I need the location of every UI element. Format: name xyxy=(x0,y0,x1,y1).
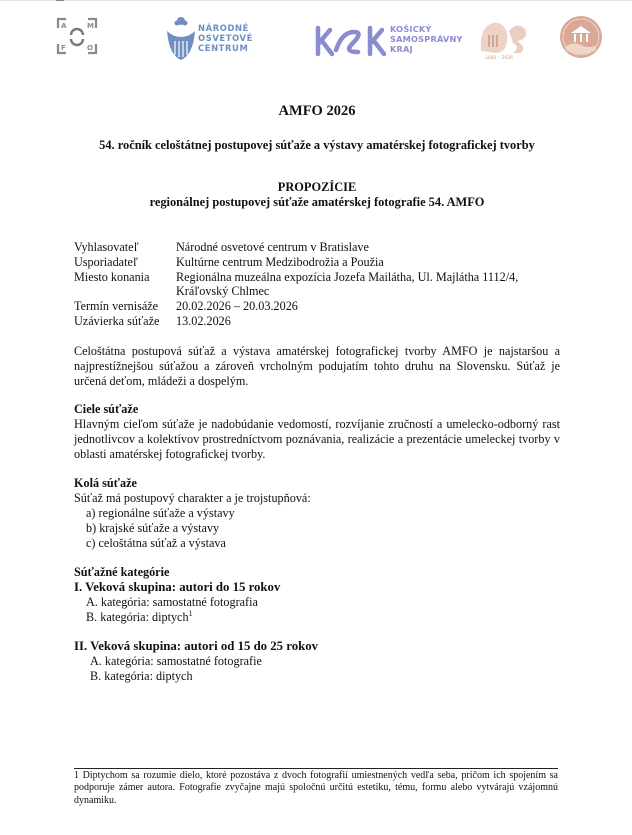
ksk-line-2: SAMOSPRÁVNY xyxy=(390,34,463,44)
ksk-line-3: KRAJ xyxy=(390,44,413,54)
info-value: Národné osvetové centrum v Bratislave xyxy=(176,240,369,254)
info-value: Kráľovský Chlmec xyxy=(176,284,270,299)
ksk-line-1: KOŠICKÝ xyxy=(390,24,432,34)
info-row-uzavierka xyxy=(74,314,560,329)
group-2-section xyxy=(74,639,560,684)
info-value: Kultúrne centrum Medzibodrožia a Použia xyxy=(176,254,384,269)
propozicie-subheading: regionálnej postupovej súťaže amatérskej fotografie 54. AMFO xyxy=(149,195,485,209)
svg-text:A: A xyxy=(61,22,67,30)
anniversary-emblem-icon xyxy=(477,17,532,60)
noc-logo-text xyxy=(198,23,253,53)
document-subtitle: 54. ročník celoštátnej postupovej súťaže a výstavy amatérskej fotografickej tvorby xyxy=(99,138,535,152)
info-row-miesto xyxy=(74,270,560,285)
group-2-item: B. kategória: diptych xyxy=(90,669,193,683)
svg-text:2002 – 2026: 2002 – 2026 xyxy=(485,56,514,60)
info-label: Termín vernisáže xyxy=(74,299,159,314)
svg-text:O: O xyxy=(87,44,93,52)
tulip-icon xyxy=(165,15,197,61)
museum-logo xyxy=(559,15,603,59)
ksk-mark-icon xyxy=(314,22,386,58)
footnote-ref[interactable]: 1 xyxy=(188,609,193,618)
info-value: 20.02.2026 – 20.03.2026 xyxy=(176,299,298,314)
noc-line-2: OSVETOVÉ xyxy=(198,33,253,43)
info-label: Miesto konania xyxy=(74,269,150,284)
noc-line-1: NÁRODNÉ xyxy=(198,23,249,33)
group-1-item: A. kategória: samostatné fotografia xyxy=(86,595,258,609)
info-label: Vyhlasovateľ xyxy=(74,240,139,254)
info-row-usporiadatel xyxy=(74,255,560,270)
ciele-paragraph: Hlavným cieľom súťaže je nadobúdanie vedomostí, rozvíjanie zručností a umelecko-odborný rast jednotlivcov a kolektívov prostredníctvom poznávania, realizácie a prezentácie umeleckej tvorby v oblasti amatérskej fotografickej tvorby. xyxy=(74,417,560,461)
footnote-divider xyxy=(74,768,558,769)
group-2-item: A. kategória: samostatné fotografie xyxy=(90,654,262,668)
museum-emblem-icon xyxy=(559,15,603,59)
ksk-logo-text xyxy=(390,24,463,54)
info-value: Regionálna muzeálna expozícia Jozefa Mailátha, Ul. Majlátha 1112/4, xyxy=(176,269,519,284)
noc-logo xyxy=(165,15,265,61)
info-label xyxy=(74,284,176,299)
kola-heading: Kolá súťaže xyxy=(74,476,137,490)
group-1-title: I. Veková skupina: autori do 15 rokov xyxy=(74,580,281,594)
footnote-text: 1 Diptychom sa rozumie dielo, ktoré pozostáva z dvoch fotografií umiestnených vedľa seba, pričom ich spojením sa podporuje zámer autora. Fotografie zvyčajne majú spoločnú určitú estetiku, tému, formu alebo vytvárajú vzájomnú dynamiku. xyxy=(74,770,558,806)
ksk-logo xyxy=(314,22,464,62)
info-table xyxy=(74,240,560,329)
group-1-item-text: B. kategória: diptych xyxy=(86,610,189,624)
noc-line-3: CENTRUM xyxy=(198,43,249,53)
amfo-logo xyxy=(56,16,98,56)
document-title: AMFO 2026 xyxy=(278,103,356,119)
group-1-item xyxy=(74,610,560,625)
kola-item: c) celoštátna súťaž a výstava xyxy=(86,536,226,550)
kola-item: b) krajské súťaže a výstavy xyxy=(86,521,220,535)
anniversary-logo xyxy=(477,17,532,60)
svg-text:F: F xyxy=(61,44,66,52)
kola-section xyxy=(74,491,560,551)
svg-text:M: M xyxy=(87,22,94,30)
info-label: Uzávierka súťaže xyxy=(74,313,160,328)
info-row-miesto-cont xyxy=(74,284,560,299)
kategorie-heading: Súťažné kategórie xyxy=(74,565,170,579)
info-row-vyhlasovatel xyxy=(74,240,560,255)
intro-paragraph: Celoštátna postupová súťaž a výstava amatérskej fotografickej tvorby AMFO je najstaršou a najprestížnejšou súťažou a zároveň vrcholným podujatím tohto druhu na Slovensku. Súťaž je určená deťom, mládeži a dospelým. xyxy=(74,344,560,388)
info-label: Usporiadateľ xyxy=(74,254,138,269)
info-value: 13.02.2026 xyxy=(176,313,231,328)
amfo-logo-icon xyxy=(56,16,98,56)
group-2-title: II. Veková skupina: autori od 15 do 25 rokov xyxy=(74,639,319,653)
kola-item: a) regionálne súťaže a výstavy xyxy=(86,506,235,520)
ciele-heading: Ciele súťaže xyxy=(74,402,139,416)
propozicie-heading: PROPOZÍCIE xyxy=(277,180,357,194)
kategorie-section xyxy=(74,565,560,625)
info-row-vernisaz xyxy=(74,299,560,314)
kola-intro: Súťaž má postupový charakter a je trojstupňová: xyxy=(74,491,311,505)
logo-header xyxy=(0,0,632,75)
